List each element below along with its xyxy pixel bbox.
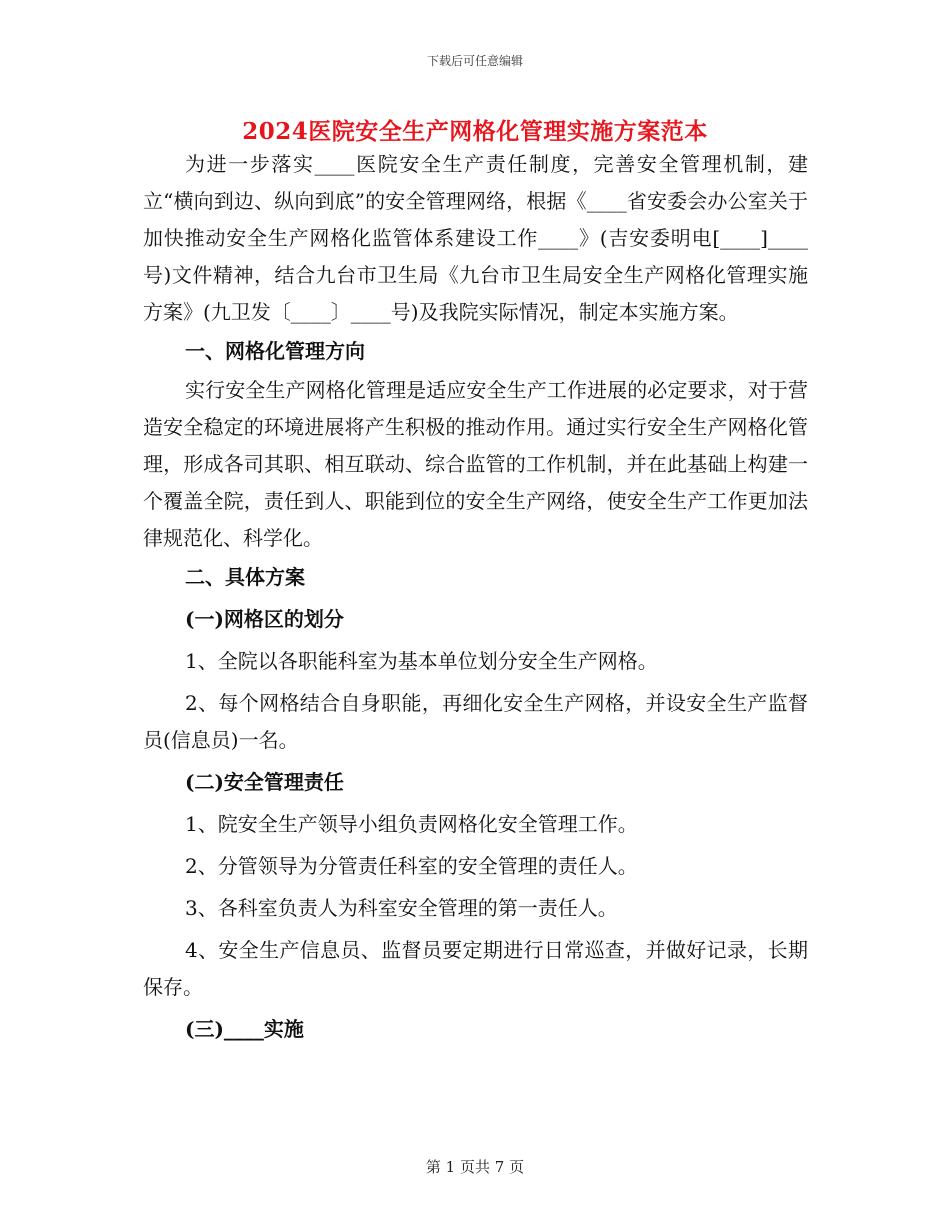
section-heading-direction: 一、网格化管理方向 (185, 339, 365, 363)
list-item: 1、院安全生产领导小组负责网格化安全管理工作。 (185, 812, 638, 836)
list-item: 4、安全生产信息员、监督员要定期进行日常巡查，并做好记录，长期保存。 (143, 938, 808, 999)
page-number: 第 1 页共 7 页 (425, 1158, 525, 1176)
subsection-heading-implementation: (三)____实施 (185, 1017, 304, 1041)
intro-paragraph: 为进一步落实____医院安全生产责任制度，完善安全管理机制，建立“横向到边、纵向到底”的安全管理网络，根据《____省安委会办公室关于加快推动安全生产网格化监管体系建设工作____》(吉安委明电[____]____号)文件精神，结合九台市卫生局《九台市卫生局安全生产网格化管理实施方案》(九卫发〔____〕____号)及我院实际情况，制定本实施方案。 (143, 152, 808, 324)
list-item: 2、分管领导为分管责任科室的安全管理的责任人。 (185, 854, 638, 878)
section-heading-plan: 二、具体方案 (185, 565, 305, 589)
list-item: 1、全院以各职能科室为基本单位划分安全生产网格。 (185, 649, 658, 673)
list-item: 2、每个网格结合自身职能，再细化安全生产网格，并设安全生产监督员(信息员)一名。 (143, 691, 808, 752)
list-item: 3、各科室负责人为科室安全管理的第一责任人。 (185, 896, 618, 920)
section-direction-paragraph: 实行安全生产网格化管理是适应安全生产工作进展的必定要求，对于营造安全稳定的环境进展将产生积极的推动作用。通过实行安全生产网格化管理，形成各司其职、相互联动、综合监管的工作机制，并在此基础上构建一个覆盖全院，责任到人、职能到位的安全生产网络，使安全生产工作更加法律规范化、科学化。 (143, 378, 808, 550)
document-title: 2024医院安全生产网格化管理实施方案范本 (242, 118, 708, 145)
subsection-heading-responsibility: (二)安全管理责任 (185, 770, 344, 794)
page-header: 下载后可任意编辑 (426, 54, 523, 68)
document-body (143, 146, 808, 1048)
subsection-heading-grid-division: (一)网格区的划分 (185, 607, 344, 631)
